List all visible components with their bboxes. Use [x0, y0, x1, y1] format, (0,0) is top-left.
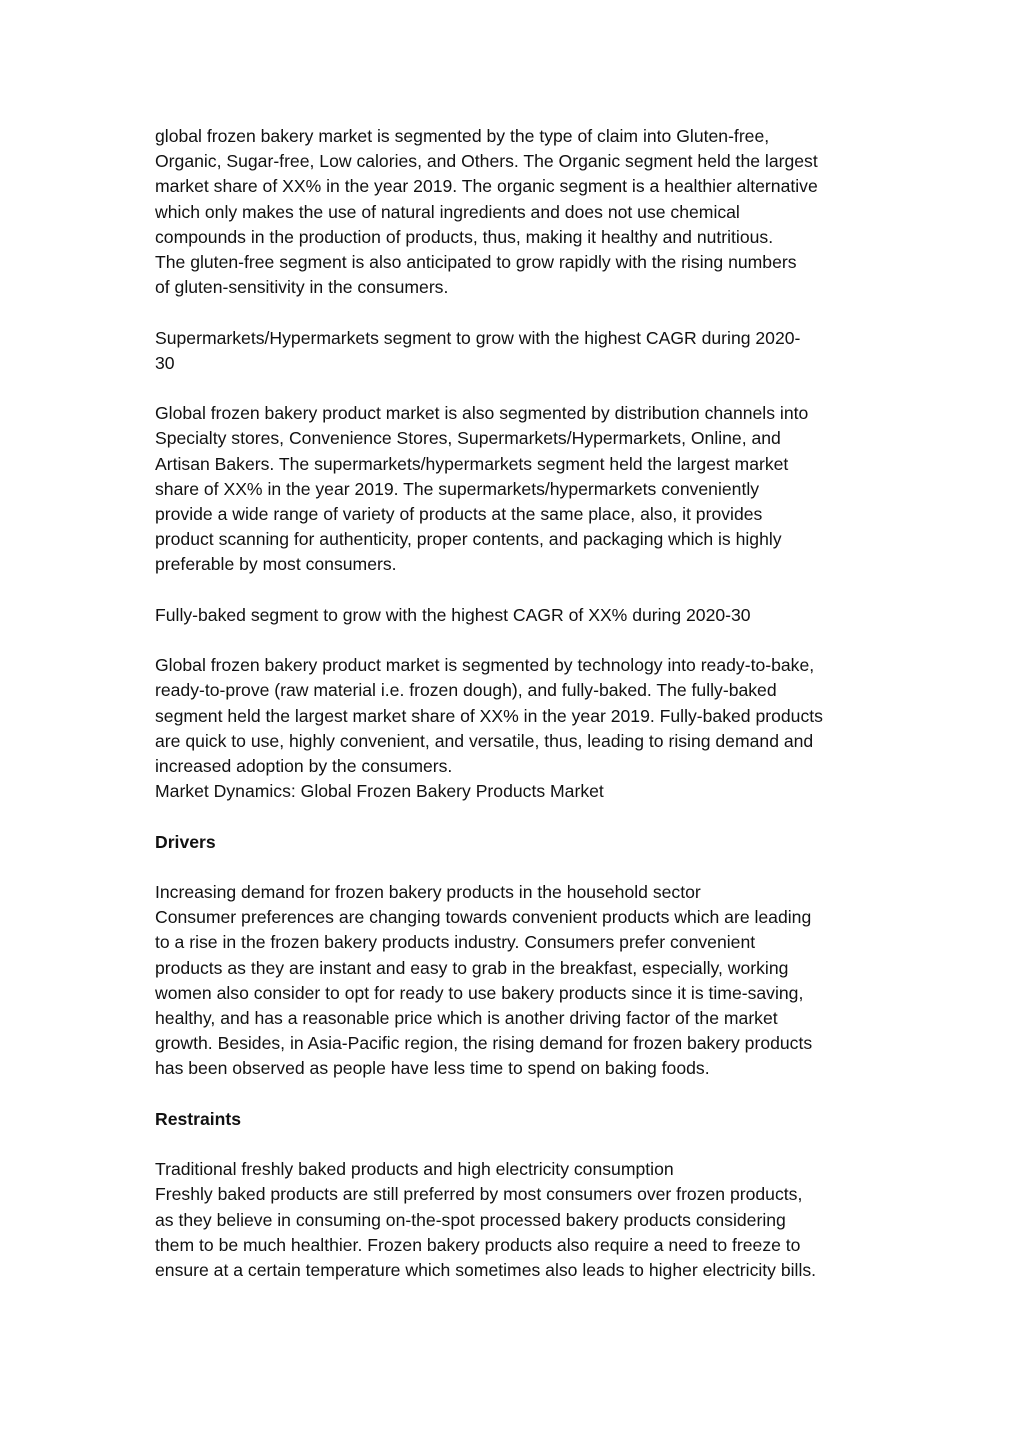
text-line: Global frozen bakery product market is also segmented by distribution channels into	[155, 403, 809, 424]
restraints-subheading: Traditional freshly baked products and high electricity consumption	[155, 1159, 674, 1180]
text-line: products as they are instant and easy to grab in the breakfast, especially, working	[155, 957, 789, 978]
text-line: which only makes the use of natural ingredients and does not use chemical	[155, 201, 740, 222]
text-line: to a rise in the frozen bakery products industry. Consumers prefer convenient	[155, 932, 756, 953]
drivers-subheading: Increasing demand for frozen bakery products in the household sector	[155, 882, 701, 902]
text-line: compounds in the production of products, thus, making it healthy and nutritious.	[155, 226, 774, 247]
text-line: preferable by most consumers.	[155, 554, 397, 575]
text-line: Consumer preferences are changing towards convenient products which are leading	[155, 907, 812, 928]
text-line: them to be much healthier. Frozen bakery products also require a need to freeze to	[155, 1234, 801, 1255]
text-line: product scanning for authenticity, proper contents, and packaging which is highly	[155, 529, 782, 550]
text-line: are quick to use, highly convenient, and versatile, thus, leading to rising demand and	[155, 730, 814, 751]
text-line: ensure at a certain temperature which sometimes also leads to higher electricity bills.	[155, 1260, 817, 1281]
paragraph-technology	[155, 653, 885, 779]
heading-supermarkets-segment	[155, 326, 885, 376]
document-page	[155, 124, 885, 1283]
paragraph-distribution-channels	[155, 401, 885, 577]
text-line: as they believe in consuming on-the-spot processed bakery products considering	[155, 1209, 786, 1230]
paragraph-drivers	[155, 905, 885, 1081]
text-line: of gluten-sensitivity in the consumers.	[155, 277, 449, 298]
text-line: women also consider to opt for ready to use bakery products since it is time-saving,	[155, 982, 804, 1003]
text-line: Artisan Bakers. The supermarkets/hypermarkets segment held the largest market	[155, 453, 789, 474]
text-line: Global frozen bakery product market is segmented by technology into ready-to-bake,	[155, 655, 815, 676]
text-line: Organic, Sugar-free, Low calories, and Others. The Organic segment held the largest	[155, 151, 818, 172]
text-line: segment held the largest market share of XX% in the year 2019. Fully-baked products	[155, 705, 823, 726]
heading-fully-baked-segment: Fully-baked segment to grow with the highest CAGR of XX% during 2020-30	[155, 604, 751, 625]
text-line: Specialty stores, Convenience Stores, Supermarkets/Hypermarkets, Online, and	[155, 428, 781, 449]
paragraph-claim-type	[155, 124, 885, 300]
text-line: growth. Besides, in Asia-Pacific region, the rising demand for frozen bakery products	[155, 1033, 813, 1054]
text-line: healthy, and has a reasonable price which is another driving factor of the market	[155, 1008, 778, 1029]
text-line: increased adoption by the consumers.	[155, 756, 453, 777]
text-line: provide a wide range of variety of products at the same place, also, it provides	[155, 504, 763, 525]
paragraph-restraints	[155, 1182, 885, 1283]
text-line: The gluten-free segment is also anticipated to grow rapidly with the rising numbers	[155, 252, 797, 273]
text-line: market share of XX% in the year 2019. The organic segment is a healthier alternative	[155, 176, 818, 197]
market-dynamics-title: Market Dynamics: Global Frozen Bakery Products Market	[155, 781, 604, 802]
text-line: Freshly baked products are still preferred by most consumers over frozen products,	[155, 1184, 803, 1205]
text-line: share of XX% in the year 2019. The supermarkets/hypermarkets conveniently	[155, 478, 760, 499]
text-line: ready-to-prove (raw material i.e. frozen dough), and fully-baked. The fully-baked	[155, 680, 777, 701]
text-line: 30	[155, 352, 175, 373]
restraints-heading: Restraints	[155, 1108, 242, 1129]
text-line: has been observed as people have less time to spend on baking foods.	[155, 1058, 710, 1079]
text-line: Supermarkets/Hypermarkets segment to grow with the highest CAGR during 2020-	[155, 327, 801, 348]
text-line: global frozen bakery market is segmented by the type of claim into Gluten-free,	[155, 126, 770, 146]
drivers-heading: Drivers	[155, 831, 216, 852]
